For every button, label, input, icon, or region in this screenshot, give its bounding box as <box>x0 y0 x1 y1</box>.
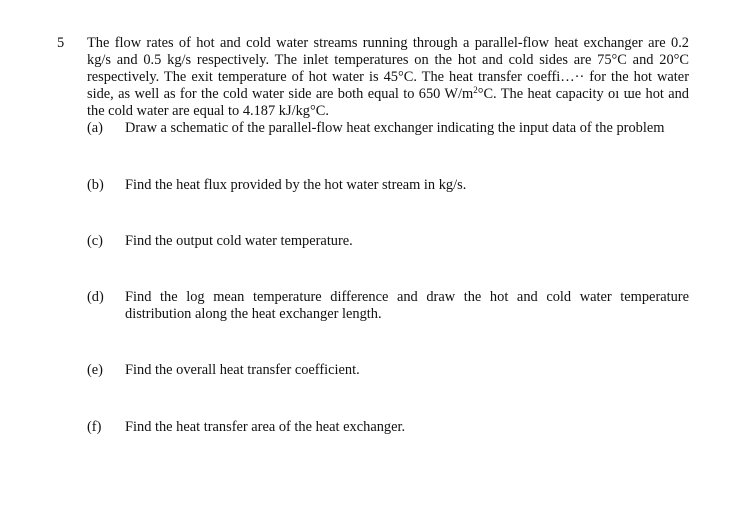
part-text <box>125 177 689 194</box>
stem-line-part: side, as well as for the cold water side are both equal to 650 W/m <box>87 86 474 102</box>
part-label: (b) <box>87 177 104 193</box>
part-label: (f) <box>87 419 102 435</box>
stem-line-with-superscript <box>87 86 689 103</box>
part-line: Find the overall heat transfer coefficient. <box>125 362 360 378</box>
part-text <box>125 120 689 137</box>
question-stem <box>87 35 689 120</box>
part-line: Find the heat flux provided by the hot water stream in kg/s. <box>125 177 467 193</box>
part-line: Find the heat transfer area of the heat exchanger. <box>125 419 406 435</box>
part-label: (a) <box>87 120 103 136</box>
part-text <box>125 362 689 379</box>
stem-line: respectively. The exit temperature of hot water is 45°C. The heat transfer coeffi…·· for the hot water <box>87 69 689 85</box>
part-line: Find the output cold water temperature. <box>125 233 353 249</box>
question-number: 5 <box>57 35 65 51</box>
part-line: distribution along the heat exchanger length. <box>125 306 382 322</box>
stem-line-part: °C. The heat capacity oı ɯe hot and <box>477 86 690 102</box>
part-label: (e) <box>87 362 103 378</box>
part-line: Find the log mean temperature difference and draw the hot and cold water temperature <box>125 289 689 305</box>
part-label: (c) <box>87 233 103 249</box>
stem-line: The flow rates of hot and cold water streams running through a parallel-flow heat exchanger are 0.2 <box>87 35 689 51</box>
part-label: (d) <box>87 289 104 305</box>
part-text <box>125 233 689 250</box>
stem-line: the cold water are equal to 4.187 kJ/kg°C. <box>87 103 329 119</box>
stem-line: kg/s and 0.5 kg/s respectively. The inlet temperatures on the hot and cold sides are 75°C and 20°C <box>87 52 689 68</box>
part-line: Draw a schematic of the parallel-flow heat exchanger indicating the input data of the problem <box>125 120 665 136</box>
superscript-exponent: 2 <box>473 85 478 95</box>
part-text <box>125 289 689 323</box>
part-text <box>125 419 689 436</box>
